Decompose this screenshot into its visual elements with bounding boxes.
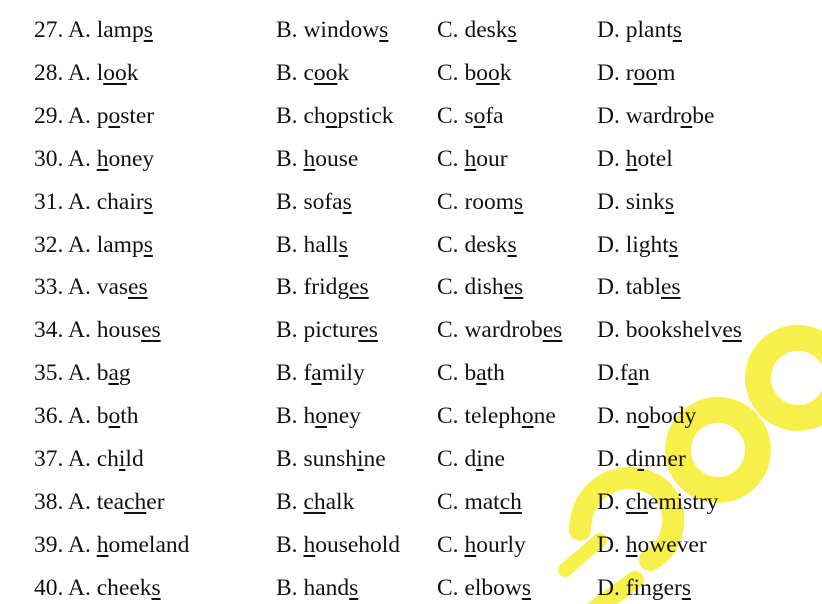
option-letter: B. [276,403,298,430]
word-part: ney [326,403,361,430]
word-part: body [649,403,697,430]
option-letter: D. [597,488,620,515]
question-number: 38. [34,488,64,515]
underlined-sound: ch [303,488,326,515]
underlined-sound: o [108,102,121,129]
word-part: h [303,403,316,430]
answer-option [597,10,682,50]
word-part: r [625,59,634,86]
word-part: b [96,360,109,387]
option-letter: D. [597,360,620,387]
word-part: alk [325,488,355,515]
underlined-sound: s [521,574,532,601]
question-number: 37. [34,446,64,472]
word-part: hous [96,317,142,344]
option-letter: B. [276,574,298,601]
underlined-sound: h [303,531,316,558]
answer-option [34,310,161,350]
answer-option [437,53,511,93]
question-number: 32. [34,231,64,258]
answer-option [34,10,153,50]
question-row [0,139,822,179]
answer-option [437,568,531,604]
answer-option [34,96,154,136]
underlined-sound: s [342,188,352,215]
word-part: k [337,59,350,86]
option-letter: D. [597,17,620,43]
word-part: n [625,403,638,430]
word-part: hand [303,574,350,601]
underlined-sound: a [476,360,487,387]
option-letter: C. [437,317,459,344]
answer-option [437,310,562,350]
underlined-sound: s [143,231,153,258]
answer-option [437,439,505,479]
option-letter: D. [597,531,620,558]
word-part: ousehold [315,531,401,558]
word-part: tabl [625,274,661,301]
underlined-sound: i [476,446,483,472]
answer-option [597,267,681,307]
option-letter: C. [437,17,459,43]
answer-option [597,96,714,136]
option-letter: C. [437,531,459,558]
option-letter: C. [437,102,459,129]
answer-option [34,53,138,93]
underlined-sound: s [507,17,517,43]
word-part: ch [96,446,119,472]
underlined-sound: s [514,188,524,215]
underlined-sound: s [143,17,153,43]
option-letter: D. [597,102,620,129]
word-part: lamp [96,231,144,258]
word-part: ne [482,446,505,472]
option-letter: B. [276,59,298,86]
underlined-sound: s [151,574,161,601]
word-part: be [692,102,715,129]
answer-option [34,353,131,393]
option-letter: B. [276,188,298,215]
word-part: k [499,59,512,86]
word-part: fa [485,102,504,129]
underlined-sound: h [96,145,109,172]
answer-option [437,353,505,393]
word-part: mat [464,488,500,515]
word-part: ne [533,403,556,430]
option-letter: B. [276,231,298,258]
option-letter: B. [276,317,298,344]
word-part: m [657,59,676,86]
word-part: s [464,102,474,129]
underlined-sound: es [141,317,161,344]
word-part: pstick [337,102,394,129]
word-part: d [625,446,638,472]
option-letter: C. [437,274,459,301]
option-letter: D. [597,188,620,215]
option-letter: D. [597,274,620,301]
underlined-sound: h [303,145,316,172]
word-part: emistry [647,488,719,515]
word-part: er [146,488,165,515]
underlined-sound: s [349,574,359,601]
question-number: 34. [34,317,64,344]
underlined-sound: i [118,446,126,472]
word-part: tea [96,488,125,515]
underlined-sound: s [664,188,675,215]
option-letter: C. [437,403,459,430]
option-letter: A. [67,102,91,129]
word-part: mily [321,360,365,387]
word-part: room [464,188,515,215]
question-row [0,53,822,93]
option-letter: D. [597,574,620,601]
underlined-sound: a [108,360,119,387]
answer-option [276,353,365,393]
answer-option [597,310,742,350]
underlined-sound: a [627,360,639,387]
question-row [0,482,822,522]
option-letter: A. [67,360,91,387]
word-part: dish [464,274,504,301]
word-part: bookshelv [625,317,723,344]
answer-option [276,482,354,522]
option-letter: A. [67,403,91,430]
question-number: 28. [34,59,64,86]
question-number: 30. [34,145,64,172]
word-part: nner [644,446,686,472]
question-row [0,10,822,50]
word-part: p [96,102,109,129]
question-number: 35. [34,360,64,387]
underlined-sound: s [379,17,389,43]
option-letter: A. [67,317,91,344]
word-part: finger [625,574,682,601]
word-part: chair [96,188,144,215]
underlined-sound: h [464,531,477,558]
answer-option [437,396,556,436]
option-letter: A. [67,274,91,301]
option-letter: C. [437,59,459,86]
option-letter: A. [67,59,91,86]
word-part: ld [125,446,144,472]
option-letter: C. [437,446,459,472]
underlined-sound: o [315,403,327,430]
answer-option [276,139,358,179]
answer-option [34,139,154,179]
word-part: owever [637,531,707,558]
word-part: teleph [464,403,522,430]
word-part: ch [303,102,326,129]
word-part: otel [637,145,673,172]
word-part: vas [96,274,129,301]
option-letter: A. [67,488,91,515]
answer-option [276,96,394,136]
question-row [0,396,822,436]
question-row [0,310,822,350]
word-part: wardrob [464,317,543,344]
question-number: 40. [34,574,64,601]
underlined-sound: h [625,145,638,172]
underlined-sound: s [672,17,682,43]
answer-option [276,310,378,350]
underlined-sound: es [660,274,681,301]
underlined-sound: oo [476,59,500,86]
answer-option [597,225,678,265]
answer-option [437,139,508,179]
underlined-sound: o [473,102,486,129]
word-part: sunsh [303,446,357,472]
word-part: elbow [464,574,522,601]
answer-option [34,182,153,222]
option-letter: C. [437,574,459,601]
answer-option [437,182,523,222]
answer-option [34,568,161,604]
underlined-sound: s [143,188,153,215]
question-row [0,525,822,565]
underlined-sound: h [464,145,477,172]
question-number: 31. [34,188,64,215]
question-row [0,96,822,136]
question-number: 29. [34,102,64,129]
option-letter: C. [437,360,459,387]
word-part: ouse [315,145,359,172]
question-row [0,353,822,393]
answer-option [34,267,148,307]
underlined-sound: h [625,531,638,558]
question-number: 36. [34,403,64,430]
word-part: c [303,59,314,86]
option-letter: A. [67,17,91,43]
underlined-sound: es [722,317,742,344]
underlined-sound: es [358,317,378,344]
option-letter: D. [597,231,620,258]
option-letter: C. [437,231,459,258]
underlined-sound: o [108,403,121,430]
answer-option [276,267,369,307]
option-letter: B. [276,274,298,301]
answer-option [597,482,718,522]
question-number: 39. [34,531,64,558]
answer-option [276,53,349,93]
underlined-sound: a [311,360,322,387]
answer-option [437,525,526,565]
word-part: f [619,360,628,387]
underlined-sound: es [503,274,524,301]
word-part: l [96,59,104,86]
answer-option [597,439,686,479]
word-part: pictur [303,317,359,344]
question-row [0,267,822,307]
option-letter: C. [437,188,459,215]
word-part: hall [303,231,339,258]
answer-option [34,225,153,265]
answer-option [34,396,138,436]
underlined-sound: oo [633,59,658,86]
word-part: cheek [96,574,152,601]
option-letter: C. [437,145,459,172]
question-row [0,225,822,265]
answer-option [276,525,400,565]
answer-option [597,525,707,565]
option-letter: A. [67,231,91,258]
underlined-sound: o [325,102,338,129]
underlined-sound: o [680,102,693,129]
underlined-sound: i [637,446,645,472]
option-letter: A. [67,531,91,558]
word-part: window [303,17,380,43]
underlined-sound: s [668,231,678,258]
option-letter: D. [597,403,620,430]
underlined-sound: o [521,403,534,430]
answer-option [276,439,386,479]
question-number: 33. [34,274,64,301]
answer-option [34,439,144,479]
underlined-sound: ch [499,488,522,515]
word-part: th [486,360,505,387]
underlined-sound: es [542,317,563,344]
option-letter: B. [276,360,298,387]
word-part: th [120,403,139,430]
option-letter: A. [67,446,91,472]
option-letter: B. [276,488,298,515]
word-part: light [625,231,669,258]
word-part: ne [363,446,386,472]
word-part: b [96,403,109,430]
word-part: d [464,446,477,472]
underlined-sound: ch [625,488,648,515]
underlined-sound: ch [124,488,147,515]
word-part: fridg [303,274,350,301]
option-letter: D. [597,317,620,344]
answer-option [276,568,358,604]
answer-option [597,396,696,436]
word-part: omeland [108,531,190,558]
option-letter: D. [597,145,620,172]
option-letter: B. [276,446,298,472]
option-letter: B. [276,531,298,558]
underlined-sound: o [637,403,650,430]
option-letter: B. [276,102,298,129]
word-part: f [303,360,312,387]
option-letter: D. [597,59,620,86]
word-part: n [638,360,650,387]
answer-option [597,353,650,393]
answer-option [34,525,189,565]
underlined-sound: s [681,574,692,601]
answer-option [437,96,504,136]
answer-option [276,182,352,222]
answer-option [597,53,675,93]
answer-option [437,267,523,307]
word-part: lamp [96,17,144,43]
answer-option [34,482,165,522]
option-letter: C. [437,488,459,515]
word-part: desk [464,231,508,258]
answer-option [437,482,522,522]
answer-option [597,182,674,222]
word-part: b [464,360,477,387]
word-part: b [464,59,477,86]
option-letter: A. [67,574,91,601]
underlined-sound: h [96,531,109,558]
answer-option [276,396,361,436]
underlined-sound: oo [313,59,338,86]
answer-option [276,10,388,50]
option-letter: B. [276,17,298,43]
word-part: ourly [476,531,526,558]
word-part: desk [464,17,508,43]
word-part: our [476,145,508,172]
word-part: ster [120,102,155,129]
option-letter: D. [597,446,620,472]
underlined-sound: s [507,231,517,258]
answer-option [597,139,673,179]
option-letter: B. [276,145,298,172]
answer-option [437,10,517,50]
option-letter: A. [67,145,91,172]
option-letter: A. [67,188,91,215]
question-row [0,182,822,222]
answer-option [276,225,348,265]
underlined-sound: oo [103,59,127,86]
underlined-sound: s [338,231,348,258]
underlined-sound: es [349,274,369,301]
word-part: sofa [303,188,343,215]
word-part: sink [625,188,665,215]
word-part: wardr [625,102,681,129]
word-part: k [126,59,139,86]
word-part: plant [625,17,673,43]
answer-option [597,568,691,604]
underlined-sound: es [128,274,148,301]
question-number: 27. [34,17,64,43]
answer-option [437,225,517,265]
question-row [0,439,822,479]
underlined-sound: i [356,446,364,472]
question-row [0,568,822,604]
word-part: g [118,360,131,387]
word-part: oney [108,145,155,172]
